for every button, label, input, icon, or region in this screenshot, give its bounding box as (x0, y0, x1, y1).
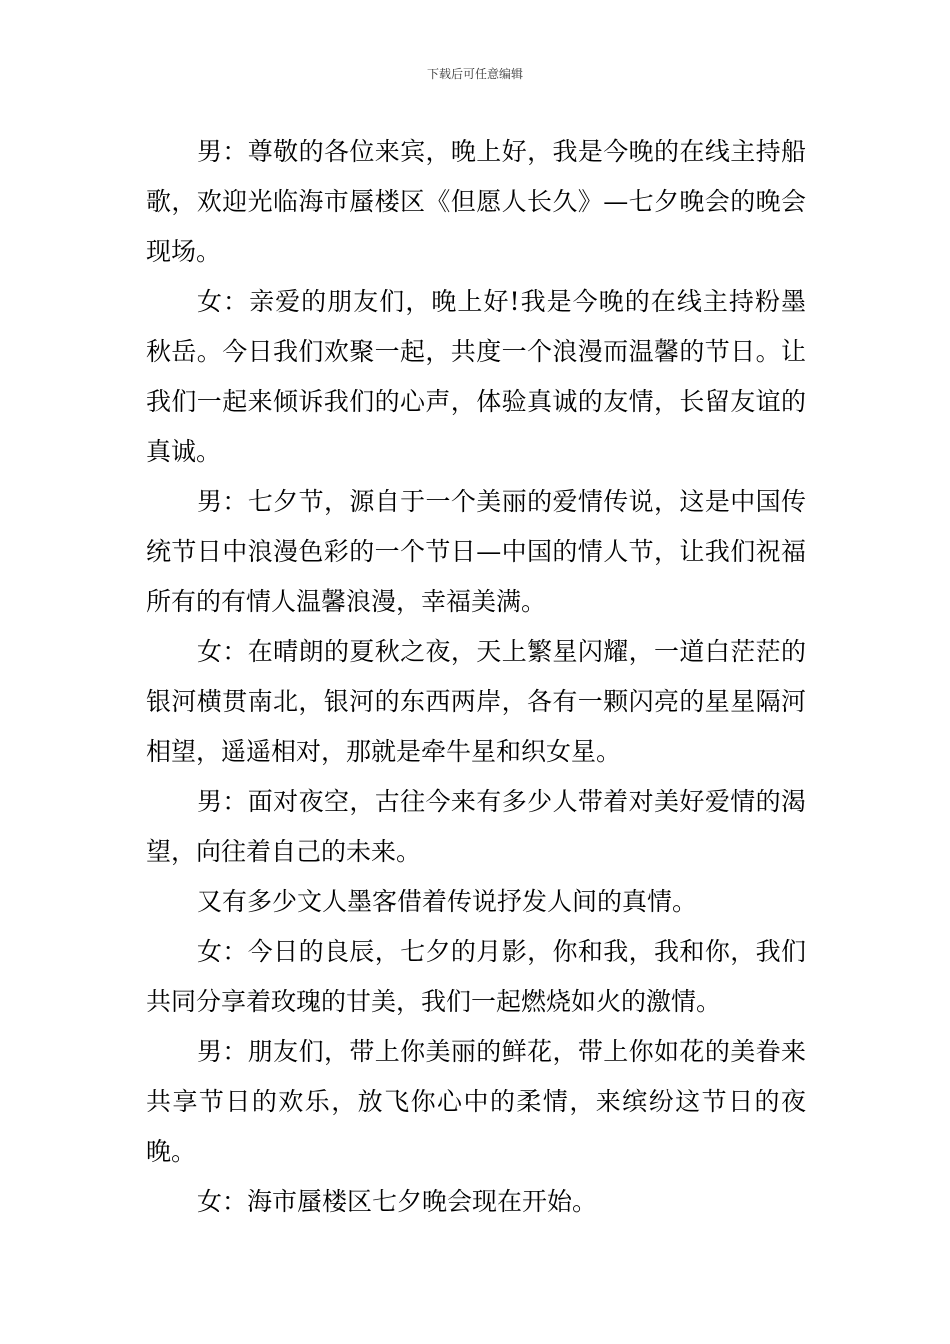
paragraph: 女：海市蜃楼区七夕晚会现在开始。 (197, 1187, 598, 1216)
paragraph: 男：七夕节，源自于一个美丽的爱情传说，这是中国传统节日中浪漫色彩的一个节日—中国的情人节，让我们祝福所有的有情人温馨浪漫，幸福美满。 (146, 487, 806, 616)
page-header-note: 下载后可任意编辑 (426, 67, 523, 81)
paragraph: 女：亲爱的朋友们，晚上好!我是今晚的在线主持粉墨秋岳。今日我们欢聚一起，共度一个浪漫而温馨的节日。让我们一起来倾诉我们的心声，体验真诚的友情，长留友谊的真诚。 (146, 287, 806, 466)
paragraph: 女：今日的良辰，七夕的月影，你和我，我和你，我们共同分享着玫瑰的甘美，我们一起燃烧如火的激情。 (146, 937, 806, 1016)
paragraph: 男：朋友们，带上你美丽的鲜花，带上你如花的美眷来共享节日的欢乐，放飞你心中的柔情，来缤纷这节日的夜晚。 (146, 1037, 806, 1166)
paragraph: 女：在晴朗的夏秋之夜，天上繁星闪耀，一道白茫茫的银河横贯南北，银河的东西两岸，各有一颗闪亮的星星隔河相望，遥遥相对，那就是牵牛星和织女星。 (146, 637, 806, 766)
paragraph: 男：尊敬的各位来宾，晚上好，我是今晚的在线主持船歌，欢迎光临海市蜃楼区《但愿人长久》—七夕晚会的晚会现场。 (146, 137, 806, 266)
paragraph: 男：面对夜空，古往今来有多少人带着对美好爱情的渴望，向往着自己的未来。 (146, 787, 806, 866)
paragraph: 又有多少文人墨客借着传说抒发人间的真情。 (197, 887, 698, 916)
document-body (146, 127, 806, 1227)
